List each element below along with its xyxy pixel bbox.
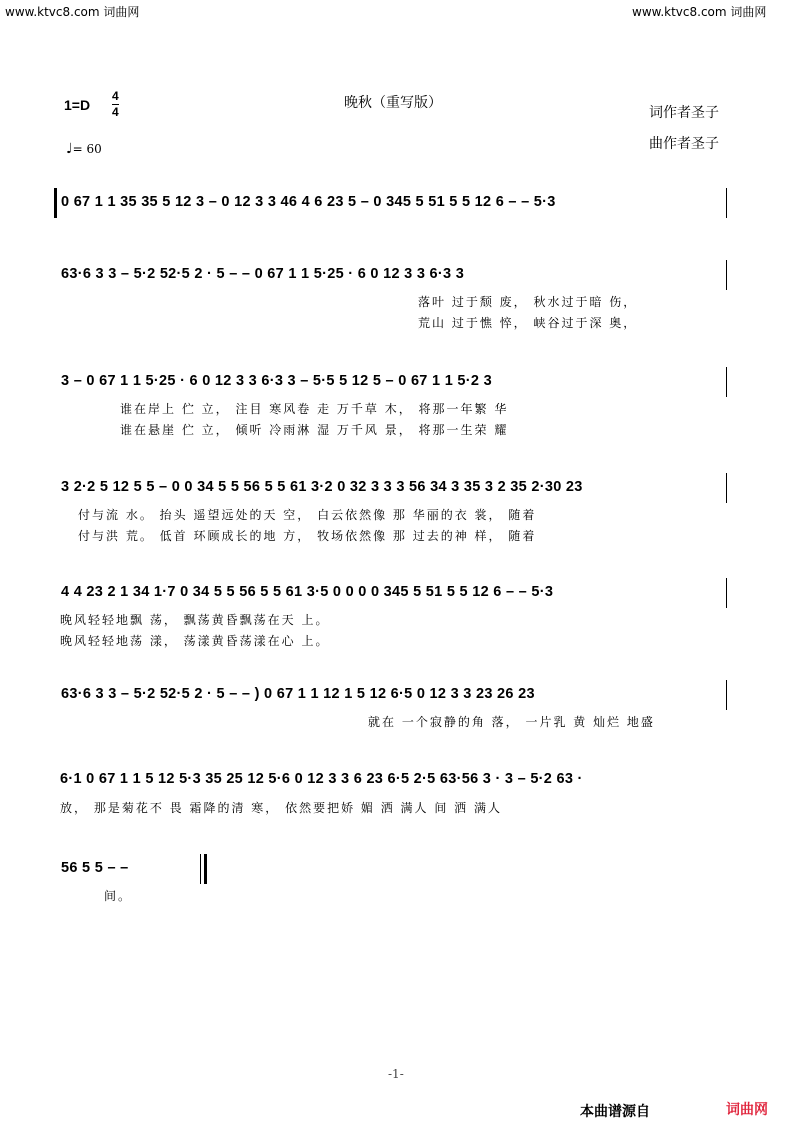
page-number: -1- <box>388 1067 404 1081</box>
staff-notes: 0 67 1 1 35 35 5 12 3 – 0 12 3 3 46 4 6 23 5 – 0 345 5 51 5 5 12 6 – – 5·3 <box>61 194 556 210</box>
lyric-verse-2: 谁在悬崖 伫 立， 倾听 冷雨淋 湿 万千风 景， 将那一生荣 耀 <box>120 423 509 437</box>
bar-line <box>726 188 727 218</box>
watermark-left: www.ktvc8.com 词曲网 <box>5 5 140 19</box>
start-repeat-bar <box>54 188 57 218</box>
lyric-verse-1: 落叶 过于颓 废， 秋水过于暗 伤， <box>418 295 638 309</box>
bar-line <box>726 367 727 397</box>
footer-source-label: 本曲谱源自 <box>580 1104 650 1120</box>
staff-notes: 6·1 0 67 1 1 5 12 5·3 35 25 12 5·6 0 12 3 3 6 23 6·5 2·5 63·56 3 · 3 – 5·2 63 · <box>60 771 583 787</box>
lyric-verse-1: 谁在岸上 伫 立， 注目 寒风卷 走 万千草 木， 将那一年繁 华 <box>120 402 509 416</box>
meter-bottom: 4 <box>112 105 119 119</box>
staff-notes: 63·6 3 3 – 5·2 52·5 2 · 5 – – ) 0 67 1 1 12 1 5 12 6·5 0 12 3 3 23 26 23 <box>61 686 535 702</box>
watermark-right: www.ktvc8.com 词曲网 <box>632 5 767 19</box>
bar-line <box>726 260 727 290</box>
staff-notes: 3 2·2 5 12 5 5 – 0 0 34 5 5 56 5 5 61 3·2 0 32 3 3 3 56 34 3 35 3 2 35 2·30 23 <box>61 479 583 495</box>
key-signature: 1=D <box>64 97 91 113</box>
footer-site-link[interactable]: 词曲网 <box>726 1102 768 1118</box>
lyric-verse-1: 晚风轻轻地飘 荡， 飘荡黄昏飘荡在天 上。 <box>60 613 330 627</box>
composer-credit: 曲作者圣子 <box>649 136 719 152</box>
staff-notes: 4 4 23 2 1 34 1·7 0 34 5 5 56 5 5 61 3·5 0 0 0 0 345 5 51 5 5 12 6 – – 5·3 <box>61 584 554 600</box>
final-bar-thin <box>200 854 201 884</box>
lyric-verse-1: 就在 一个寂静的角 落， 一片乳 黄 灿烂 地盛 <box>368 715 655 729</box>
tempo-marking <box>66 141 102 157</box>
bar-line <box>726 578 727 608</box>
staff-notes: 63·6 3 3 – 5·2 52·5 2 · 5 – – 0 67 1 1 5·25 · 6 0 12 3 3 6·3 3 <box>61 266 465 282</box>
meter-top: 4 <box>112 89 119 103</box>
song-title: 晚秋（重写版） <box>344 95 442 111</box>
bar-line <box>726 473 727 503</box>
staff-notes: 56 5 5 – – <box>61 860 129 876</box>
quarter-note-icon: ♩ <box>66 141 73 157</box>
tempo-value: = 60 <box>72 142 102 156</box>
final-bar-thick <box>204 854 207 884</box>
lyric-verse-2: 晚风轻轻地荡 漾， 荡漾黄昏荡漾在心 上。 <box>60 634 330 648</box>
lyric-verse-2: 荒山 过于憔 悴， 峡谷过于深 奥， <box>418 316 638 330</box>
lyricist-credit: 词作者圣子 <box>649 105 719 121</box>
time-signature <box>112 89 119 120</box>
staff-notes: 3 – 0 67 1 1 5·25 · 6 0 12 3 3 6·3 3 – 5·5 5 12 5 – 0 67 1 1 5·2 3 <box>61 373 492 389</box>
lyric-verse-2: 付与洪 荒。 低首 环顾成长的地 方， 牧场依然像 那 过去的神 样， 随着 <box>78 529 537 543</box>
lyric-verse-1: 付与流 水。 抬头 遥望远处的天 空， 白云依然像 那 华丽的衣 裳， 随着 <box>78 508 537 522</box>
bar-line <box>726 680 727 710</box>
lyric-verse-1: 放， 那是菊花不 畏 霜降的清 寒， 依然要把娇 媚 洒 满人 间 洒 满人 <box>60 801 502 815</box>
lyric-verse-1: 间。 <box>104 889 133 903</box>
